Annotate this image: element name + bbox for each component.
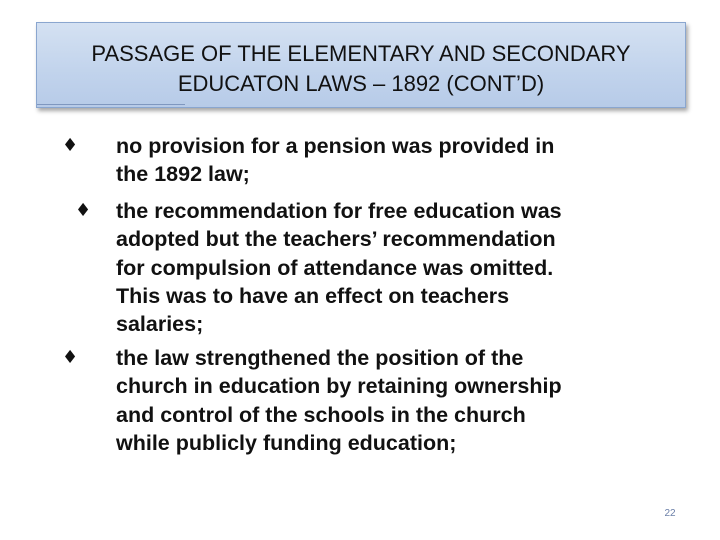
- bullet-line: adopted but the teachers’ recommendation: [116, 227, 556, 252]
- bullet-text: [116, 132, 676, 189]
- bullet-line: the law strengthened the position of the: [116, 346, 524, 370]
- bullet-line: while publicly funding education;: [116, 430, 457, 455]
- bullet-line: salaries;: [116, 312, 204, 337]
- bullet-line: the 1892 law;: [116, 162, 250, 187]
- diamond-bullet-icon: ♦: [75, 200, 92, 221]
- bullet-line: This was to have an effect on teachers: [116, 283, 510, 308]
- bullet-text: [116, 197, 676, 338]
- bullet-line: the recommendation for free education was: [116, 199, 562, 223]
- slide-title: [37, 39, 685, 99]
- bullet-line: and control of the schools in the church: [116, 402, 526, 427]
- bullet-line: church in education by retaining ownership: [116, 374, 562, 399]
- title-box: [36, 22, 686, 108]
- bullet-text: [116, 344, 676, 457]
- slide-title-line-1: PASSAGE OF THE ELEMENTARY AND SECONDARY: [91, 41, 631, 66]
- diamond-bullet-icon: ♦: [62, 135, 79, 156]
- title-underline: [37, 104, 185, 105]
- slide-title-line-2: EDUCATON LAWS – 1892 (CONT’D): [177, 71, 545, 96]
- page-number: 22: [664, 508, 676, 519]
- bullet-line: no provision for a pension was provided in: [116, 134, 555, 158]
- diamond-bullet-icon: ♦: [62, 347, 79, 368]
- bullet-line: for compulsion of attendance was omitted.: [116, 255, 554, 280]
